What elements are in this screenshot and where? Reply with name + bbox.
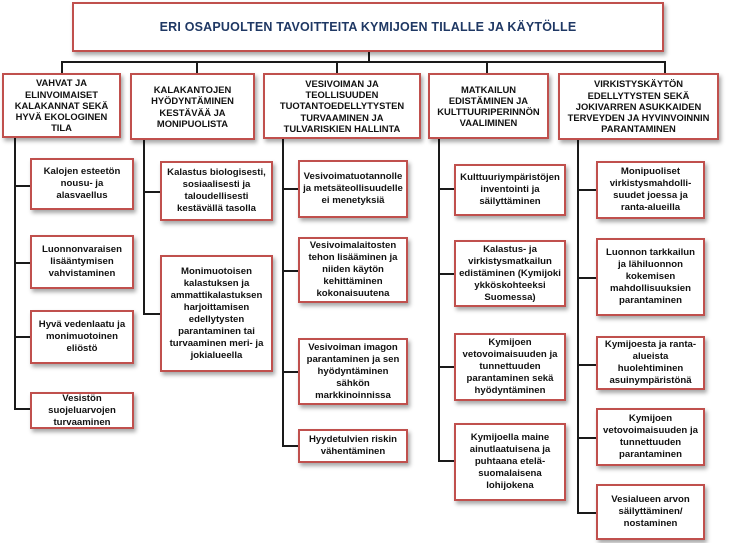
goal-item-text: Kalastus- ja virkistysmatkailun edistäminen (Kymijoki ykköskohteeksi Suomessa) (459, 243, 561, 303)
column-heading-fish-stocks (130, 73, 255, 140)
goal-item-text: Monipuoliset virkistysmahdolli-suudet joessa ja ranta-alueilla (609, 166, 692, 213)
goal-item-text: Vesivoimalaitosten tehon lisääminen ja niiden käytön kehittäminen kokonaisuutena (308, 240, 398, 299)
goal-item-power-capacity (298, 237, 408, 303)
connector-line (577, 277, 596, 279)
connector-line (282, 139, 284, 446)
connector-line (282, 371, 298, 373)
connector-line (14, 185, 30, 187)
goal-item-sustainable-fishing (160, 161, 273, 221)
connector-line (577, 437, 596, 439)
connector-line (61, 61, 63, 73)
connector-line (282, 188, 298, 190)
connector-line (143, 191, 160, 193)
goal-item-commercial-fishing (160, 255, 273, 372)
goal-item-text: Kymijoesta ja ranta-alueista huolehtiminen asuinympäristönä (604, 339, 697, 386)
diagram-title (72, 2, 664, 52)
column-heading-text: VAHVAT JA ELINVOIMAISET KALAKANNAT SEKÄ HYVÄ EKOLOGINEN TILA (14, 77, 109, 134)
goal-item-text: Kymijoen vetovoimaisuuden ja tunnettuuden parantaminen sekä hyödyntäminen (462, 337, 558, 396)
goal-item-text: Hyydetulvien riskin vähentäminen (309, 434, 397, 457)
goal-item-text: Vesialueen arvon säilyttäminen/ nostaminen (611, 494, 690, 529)
goal-item-text: Vesistön suojeluarvojen turvaaminen (48, 392, 116, 428)
goal-item-nature-observation (596, 238, 705, 316)
goal-item-text: Monimuotoisen kalastuksen ja ammattikalastuksen harjoittamisen edellytysten parantaminen tai turvaaminen meri- ja jokialueella (169, 265, 264, 361)
goal-item-text: Hyvä vedenlaatu ja monimuotoinen eliöstö (38, 319, 126, 354)
connector-line (14, 137, 16, 409)
goal-item-water-quality (30, 310, 134, 364)
connector-line (14, 262, 30, 264)
connector-line (14, 408, 30, 410)
connector-line (438, 273, 454, 275)
goal-item-hydropower-image (298, 338, 408, 405)
connector-line (61, 61, 666, 63)
column-heading-ecology (2, 73, 121, 138)
goal-item-attractiveness (454, 333, 566, 401)
column-heading-text: KALAKANTOJEN HYÖDYNTÄMINEN KESTÄVÄÄ JA MONIPUOLISTA (151, 84, 234, 129)
goal-item-living-environment (596, 336, 705, 390)
goal-item-text: Luonnonvaraisen lisääntymisen vahvistaminen (42, 244, 122, 279)
goal-item-frazil-flood-risk (298, 429, 408, 463)
connector-line (577, 189, 596, 191)
connector-line (577, 512, 596, 514)
connector-line (336, 61, 338, 73)
connector-line (486, 61, 488, 73)
goal-item-fish-migration (30, 158, 134, 210)
connector-line (438, 188, 454, 190)
goal-item-text: Kymijoella maine ainutlaatuisena ja puhtaana etelä-suomalaisena lohijokena (469, 432, 551, 491)
goal-item-fishing-tourism (454, 240, 566, 307)
connector-line (282, 445, 298, 447)
goal-item-text: Vesivoimatuotannolle ja metsäteollisuudelle ei menetyksiä (303, 171, 403, 206)
column-heading-text: MATKAILUN EDISTÄMINEN JA KULTTUURIPERINNÖN VAALIMINEN (437, 83, 540, 129)
column-heading-recreation (558, 73, 719, 140)
connector-line (577, 139, 579, 513)
column-heading-text: VIRKISTYSKÄYTÖN EDELLYTYSTEN SEKÄ JOKIVARREN ASUKKAIDEN TERVEYDEN JA HYVINVOINNIN PARANTAMINEN (567, 78, 710, 135)
connector-line (143, 139, 145, 314)
connector-line (14, 336, 30, 338)
column-heading-tourism (428, 73, 549, 139)
connector-line (438, 460, 454, 462)
connector-line (282, 270, 298, 272)
goal-item-text: Kulttuuriympäristöjen inventointi ja säilyttäminen (460, 172, 560, 207)
goal-item-natural-reproduction (30, 235, 134, 289)
goal-item-text: Kymijoen vetovoimaisuuden ja tunnettuuden parantaminen (603, 413, 698, 460)
column-heading-text: VESIVOIMAN JA TEOLLISUUDEN TUOTANTOEDELLYTYSTEN TURVAAMINEN JA TULVARISKIEN HALLINTA (279, 77, 405, 134)
connector-line (143, 313, 160, 315)
column-heading-hydropower (263, 73, 421, 139)
goal-item-no-losses (298, 160, 408, 218)
goal-item-text: Kalastus biologisesti, sosiaalisesti ja taloudellisesti kestävällä tasolla (167, 167, 266, 214)
goal-item-cultural-environments (454, 164, 566, 216)
goal-item-text: Luonnon tarkkailun ja lähiluonnon kokemisen mahdollisuuksien parantaminen (605, 247, 695, 306)
goal-item-river-attractiveness (596, 408, 705, 466)
goal-item-salmon-river (454, 423, 566, 501)
diagram-title-text: ERI OSAPUOLTEN TAVOITTEITA KYMIJOEN TILALLE JA KÄYTÖLLE (159, 20, 577, 34)
connector-line (438, 366, 454, 368)
connector-line (664, 61, 666, 73)
goal-item-recreation-opportunities (596, 161, 705, 219)
connector-line (577, 364, 596, 366)
connector-line (196, 61, 198, 73)
goal-item-text: Kalojen esteetön nousu- ja alasvaellus (43, 166, 121, 201)
goal-item-protection-values (30, 392, 134, 429)
goal-item-text: Vesivoiman imagon parantaminen ja sen hyödyntäminen sähkön markkinoinnissa (306, 341, 400, 401)
goal-item-water-area-value (596, 484, 705, 540)
